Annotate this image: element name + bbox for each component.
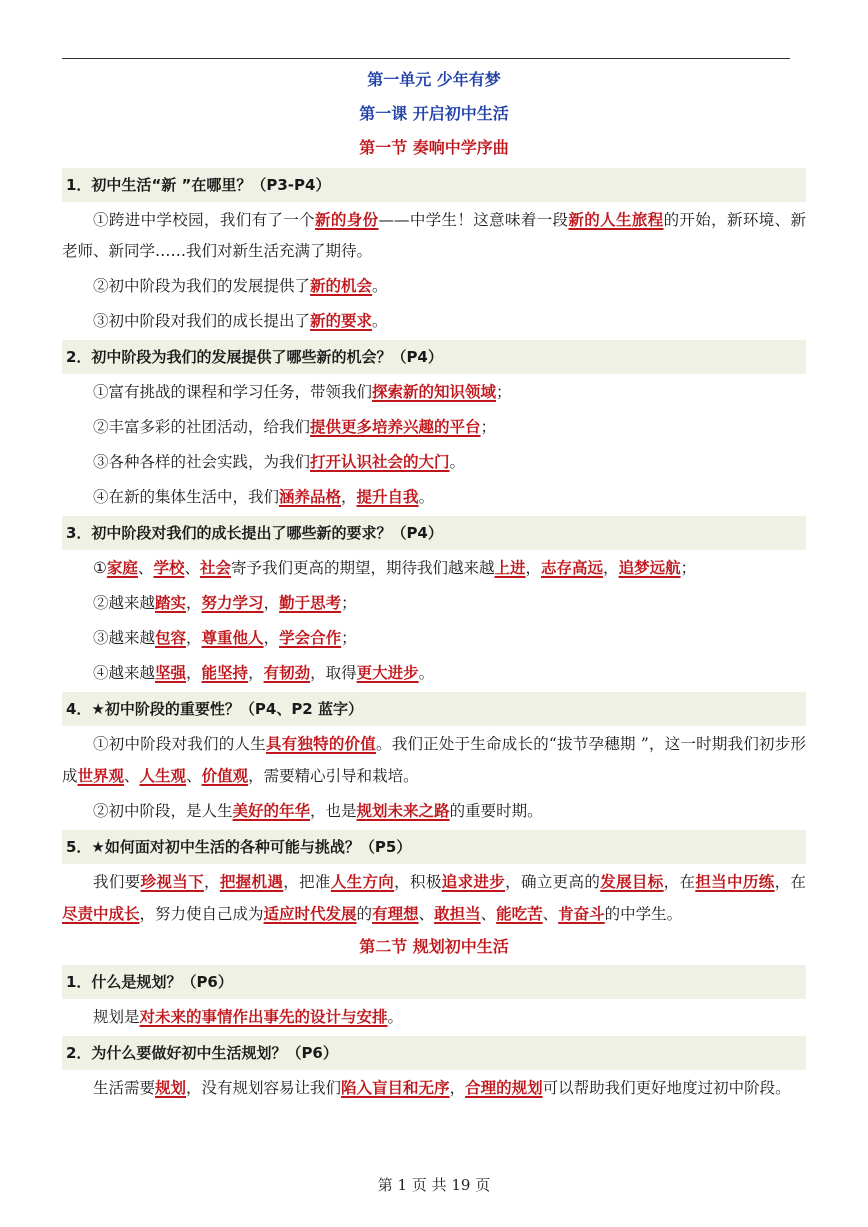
key-term: 敢担当 bbox=[434, 904, 481, 923]
paragraph-text: ③越来越 bbox=[93, 629, 156, 647]
paragraph-text: ③初中阶段对我们的成长提出了 bbox=[93, 312, 311, 330]
key-term: 美好的年华 bbox=[232, 801, 311, 820]
paragraph-text: ②越来越 bbox=[93, 594, 156, 612]
paragraph-text: ， bbox=[525, 559, 542, 577]
key-term: 努力学习 bbox=[201, 593, 264, 612]
answer-paragraph bbox=[62, 657, 806, 689]
answer-paragraph bbox=[62, 728, 806, 792]
paragraph-text: 、 bbox=[124, 767, 140, 785]
paragraph-text: ； bbox=[480, 418, 497, 436]
paragraph-text: ，把准 bbox=[283, 873, 331, 891]
paragraph-text: 寄予我们更高的期望，期待我们越来越 bbox=[230, 559, 495, 577]
paragraph-text: ④在新的集体生活中，我们 bbox=[93, 488, 280, 506]
answer-paragraph bbox=[62, 376, 806, 408]
paragraph-text: 、 bbox=[186, 767, 202, 785]
answer-paragraph bbox=[62, 270, 806, 302]
key-term: 规划 bbox=[155, 1078, 187, 1097]
key-term: 有韧劲 bbox=[263, 663, 311, 682]
paragraph-text: 。我们正处于生命成长的“拔节孕穗期 ”，这一时期我们初步形成 bbox=[62, 735, 806, 785]
key-term: 能坚持 bbox=[201, 663, 249, 682]
paragraph-text: 、 bbox=[480, 905, 497, 923]
answer-paragraph bbox=[62, 1001, 806, 1033]
paragraph-text: 。 bbox=[418, 488, 435, 506]
paragraph-text: 我们要 bbox=[93, 873, 141, 891]
paragraph-text: ，在 bbox=[774, 873, 806, 891]
paragraph-text: 、 bbox=[184, 559, 200, 577]
key-term: 有理想 bbox=[372, 904, 419, 923]
key-term: 提供更多培养兴趣的平台 bbox=[310, 417, 481, 436]
key-term: 坚强 bbox=[155, 663, 187, 682]
key-term: 提升自我 bbox=[356, 487, 419, 506]
paragraph-text: ，努力使自己成为 bbox=[139, 905, 264, 923]
paragraph-text: ； bbox=[341, 629, 357, 647]
key-term: 新的人生旅程 bbox=[568, 210, 664, 229]
paragraph-text: 、 bbox=[418, 905, 435, 923]
paragraph-text: ——中学生！这意味着一段 bbox=[378, 211, 569, 229]
paragraph-text: ，需要精心引导和栽培。 bbox=[248, 767, 419, 785]
page-footer: 第 1 页 共 19 页 bbox=[377, 1176, 491, 1194]
key-term: 具有独特的价值 bbox=[265, 734, 376, 753]
paragraph-text: 的重要时期。 bbox=[449, 802, 543, 820]
paragraph-text: ②初中阶段，是人生 bbox=[93, 802, 233, 820]
paragraph-text: 的 bbox=[356, 905, 373, 923]
paragraph-text: ， bbox=[263, 629, 280, 647]
lesson-title: 第一课 开启初中生活 bbox=[359, 104, 509, 123]
question-heading: 1．初中生活“新 ”在哪里？（P3-P4） bbox=[62, 168, 806, 202]
paragraph-text: ， bbox=[248, 664, 264, 682]
paragraph-text: ，确立更高的 bbox=[505, 873, 601, 891]
paragraph-text: ， bbox=[449, 1079, 466, 1097]
paragraph-text: ①跨进中学校园，我们有了一个 bbox=[93, 211, 316, 229]
paragraph-text: ， bbox=[186, 664, 202, 682]
key-term: 勤于思考 bbox=[279, 593, 342, 612]
answer-paragraph bbox=[62, 1072, 806, 1104]
paragraph-text: ③各种各样的社会实践，为我们 bbox=[93, 453, 311, 471]
paragraph-text: ， bbox=[263, 594, 280, 612]
paragraph-text: 。 bbox=[372, 312, 388, 330]
key-term: 家庭 bbox=[106, 558, 138, 577]
paragraph-text: ②初中阶段为我们的发展提供了 bbox=[93, 277, 311, 295]
key-term: 新的要求 bbox=[310, 311, 373, 330]
key-term: 学会合作 bbox=[279, 628, 342, 647]
paragraph-text: 规划是 bbox=[93, 1008, 140, 1026]
answer-paragraph bbox=[62, 204, 806, 267]
key-term: 把握机遇 bbox=[219, 872, 284, 891]
key-term: 合理的规划 bbox=[465, 1078, 543, 1097]
key-term: 人生方向 bbox=[330, 872, 395, 891]
document-body bbox=[62, 66, 806, 1107]
paragraph-text: 可以帮助我们更好地度过初中阶段。 bbox=[542, 1079, 791, 1097]
paragraph-text: 的中学生。 bbox=[604, 905, 683, 923]
answer-paragraph bbox=[62, 411, 806, 443]
question-heading: 5．★如何面对初中生活的各种可能与挑战？（P5） bbox=[62, 830, 806, 864]
paragraph-text: ，也是 bbox=[310, 802, 357, 820]
key-term: 发展目标 bbox=[600, 872, 664, 891]
key-term: 探索新的知识领域 bbox=[372, 382, 497, 401]
paragraph-text: 生活需要 bbox=[93, 1079, 156, 1097]
answer-paragraph bbox=[62, 305, 806, 337]
paragraph-text: ②丰富多彩的社团活动，给我们 bbox=[93, 418, 311, 436]
key-term: 新的机会 bbox=[310, 276, 373, 295]
answer-paragraph bbox=[62, 446, 806, 478]
key-term: 包容 bbox=[155, 628, 187, 647]
key-term: 人生观 bbox=[139, 766, 187, 785]
paragraph-text: 、 bbox=[137, 559, 154, 577]
question-heading: 2．初中阶段为我们的发展提供了哪些新的机会？（P4） bbox=[62, 340, 806, 374]
key-term: 珍视当下 bbox=[140, 872, 204, 891]
paragraph-text: 。 bbox=[372, 277, 388, 295]
paragraph-text: ； bbox=[680, 559, 697, 577]
answer-paragraph bbox=[62, 795, 806, 827]
answer-paragraph bbox=[62, 866, 806, 930]
answer-paragraph bbox=[62, 552, 806, 584]
paragraph-text: ，取得 bbox=[310, 664, 357, 682]
answer-paragraph bbox=[62, 587, 806, 619]
key-term: 适应时代发展 bbox=[263, 904, 357, 923]
key-term: 对未来的事情作出事先的设计与安排 bbox=[139, 1007, 388, 1026]
key-term: 价值观 bbox=[201, 766, 249, 785]
question-heading: 3．初中阶段对我们的成长提出了哪些新的要求？（P4） bbox=[62, 516, 806, 550]
key-term: 志存高远 bbox=[541, 558, 604, 577]
key-term: 追求进步 bbox=[441, 872, 506, 891]
key-term: 尽责中成长 bbox=[62, 904, 140, 923]
paragraph-text: 。 bbox=[387, 1008, 404, 1026]
paragraph-text: 、 bbox=[542, 905, 559, 923]
key-term: 世界观 bbox=[77, 766, 125, 785]
paragraph-text: ； bbox=[341, 594, 357, 612]
key-term: 尊重他人 bbox=[201, 628, 264, 647]
section-title: 第二节 规划初中生活 bbox=[359, 937, 509, 956]
answer-paragraph bbox=[62, 622, 806, 654]
key-term: 新的身份 bbox=[315, 210, 379, 229]
question-heading: 1．什么是规划？（P6） bbox=[62, 965, 806, 999]
unit-title: 第一单元 少年有梦 bbox=[367, 70, 501, 89]
paragraph-text: ，积极 bbox=[394, 873, 442, 891]
key-term: 追梦远航 bbox=[618, 558, 681, 577]
key-term: 上进 bbox=[494, 558, 526, 577]
key-term: 打开认识社会的大门 bbox=[310, 452, 450, 471]
key-term: 能吃苦 bbox=[496, 904, 543, 923]
answer-paragraph bbox=[62, 481, 806, 513]
paragraph-text: ，在 bbox=[663, 873, 696, 891]
key-term: 踏实 bbox=[155, 593, 187, 612]
section-title: 第一节 奏响中学序曲 bbox=[359, 138, 509, 157]
paragraph-text: ， bbox=[341, 488, 357, 506]
key-term: 更大进步 bbox=[356, 663, 419, 682]
paragraph-text: ① bbox=[93, 559, 107, 577]
paragraph-text: ④越来越 bbox=[93, 664, 156, 682]
paragraph-text: 。 bbox=[418, 664, 435, 682]
key-term: 陷入盲目和无序 bbox=[341, 1078, 450, 1097]
paragraph-text: ； bbox=[496, 383, 512, 401]
key-term: 学校 bbox=[153, 558, 185, 577]
paragraph-text: ①初中阶段对我们的人生 bbox=[93, 735, 266, 753]
paragraph-text: ，没有规划容易让我们 bbox=[186, 1079, 342, 1097]
paragraph-text: ， bbox=[186, 594, 202, 612]
paragraph-text: ， bbox=[203, 873, 220, 891]
paragraph-text: 。 bbox=[449, 453, 466, 471]
paragraph-text: 的开始，新环境、新老师、新同学……我们对新生活充满了期待。 bbox=[62, 211, 806, 260]
paragraph-text: ， bbox=[186, 629, 202, 647]
question-heading: 2．为什么要做好初中生活规划？（P6） bbox=[62, 1036, 806, 1070]
question-heading: 4．★初中阶段的重要性？（P4、P2 蓝字） bbox=[62, 692, 806, 726]
header-rule bbox=[62, 58, 790, 59]
key-term: 涵养品格 bbox=[279, 487, 342, 506]
key-term: 肯奋斗 bbox=[558, 904, 605, 923]
key-term: 担当中历练 bbox=[695, 872, 775, 891]
key-term: 社会 bbox=[199, 558, 231, 577]
key-term: 规划未来之路 bbox=[356, 801, 450, 820]
paragraph-text: ， bbox=[603, 559, 619, 577]
paragraph-text: ①富有挑战的课程和学习任务，带领我们 bbox=[93, 383, 373, 401]
